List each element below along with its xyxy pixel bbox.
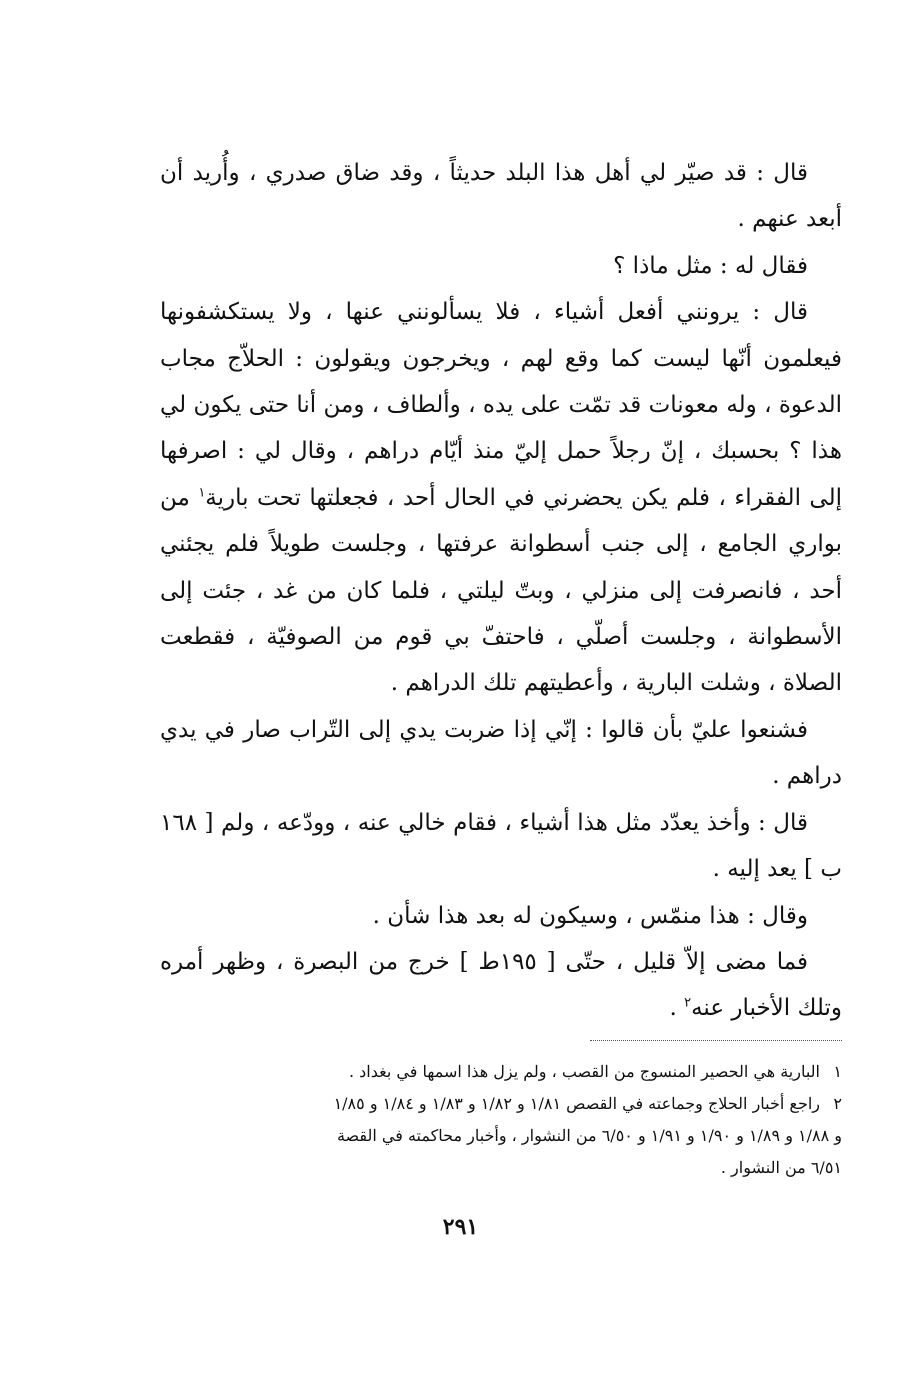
paragraph-7	[160, 939, 842, 1032]
paragraph-4: فشنعوا عليّ بأن قالوا : إنّي إذا ضربت يدي إلى التّراب صار في يدي دراهم .	[160, 716, 842, 790]
paragraph-3	[160, 289, 842, 707]
paragraph-5: قال : وأخذ يعدّد مثل هذا أشياء ، فقام خالي عنه ، وودّعه ، ولم [ ١٦٨ ب ] يعد إليه .	[160, 809, 842, 883]
page-number: ٢٩١	[442, 1214, 479, 1240]
footnote-ref-2[interactable]: ٢	[684, 995, 692, 1011]
footnote-1-text: البارية هي الحصير المنسوج من القصب ، ولم يزل هذا اسمها في بغداد .	[348, 1062, 820, 1081]
paragraph-6: وقال : هذا منمّس ، وسيكون له بعد هذا شأن .	[372, 902, 808, 929]
footnote-2-line-3: ٦/٥١ من النشوار .	[720, 1158, 842, 1177]
footnote-2-continued	[160, 1120, 842, 1152]
footnote-1-number: ١	[833, 1062, 842, 1081]
main-text	[160, 150, 842, 1032]
paragraph-1: قال : قد صيّر لي أهل هذا البلد حديثاً ، وقد ضاق صدري ، وأُريد أن أبعد عنهم .	[160, 160, 842, 233]
footnote-divider	[590, 1040, 842, 1041]
footnote-2-continued-2	[160, 1152, 842, 1184]
footnote-1	[160, 1056, 842, 1088]
footnote-2-line-1: راجع أخبار الحلاج وجماعته في القصص ١/٨١ و ١/٨٢ و ١/٨٣ و ١/٨٤ و ١/٨٥	[333, 1094, 820, 1113]
footnotes	[160, 1056, 842, 1184]
footnote-2	[160, 1088, 842, 1120]
paragraph-7-text-b: .	[669, 995, 685, 1022]
paragraph-2: فقال له : مثل ماذا ؟	[613, 252, 808, 279]
paragraph-3-text-b: من بواري الجامع ، إلى جنب أسطوانة عرفتها ، وجلست طويلاً فلم يجئني أحد ، فانصرفت إلى منزلي ، وبتّ ليلتي ، فلما كان من غد ، جئت إلى الأسطوانة ، وجلست أصلّي ، فاحتفّ بي قوم من الصوفيّة ، فقطعت الصلاة ، وشلت البارية ، وأعطيتهم تلك الدراهم .	[160, 484, 842, 697]
paragraph-3-text-a: قال : يرونني أفعل أشياء ، فلا يسألونني عنها ، ولا يستكشفونها فيعلمون أنّها ليست كما وقع لهم ، ويخرجون ويقولون : الحلاّج مجاب الدعوة ، وله معونات قد تمّت على يده ، وألطاف ، ومن أنا حتى يكون لي هذا ؟ بحسبك ، إنّ رجلاً حمل إليّ منذ أيّام دراهم ، وقال لي : اصرفها إلى الفقراء ، فلم يكن يحضرني في الحال أحد ، فجعلتها تحت بارية	[160, 299, 843, 511]
paragraph-7-text-a: فما مضى إلاّ قليل ، حتّى [ ١٩٥ط ] خرج من البصرة ، وظهر أمره وتلك الأخبار عنه	[160, 948, 842, 1022]
footnote-2-line-2: و ١/٨٨ و ١/٨٩ و ١/٩٠ و ١/٩١ و ٦/٥٠ من النشوار ، وأخبار محاكمته في القصة	[336, 1126, 842, 1145]
footnote-2-number: ٢	[833, 1094, 842, 1113]
footnote-ref-1[interactable]: ١	[198, 485, 206, 501]
